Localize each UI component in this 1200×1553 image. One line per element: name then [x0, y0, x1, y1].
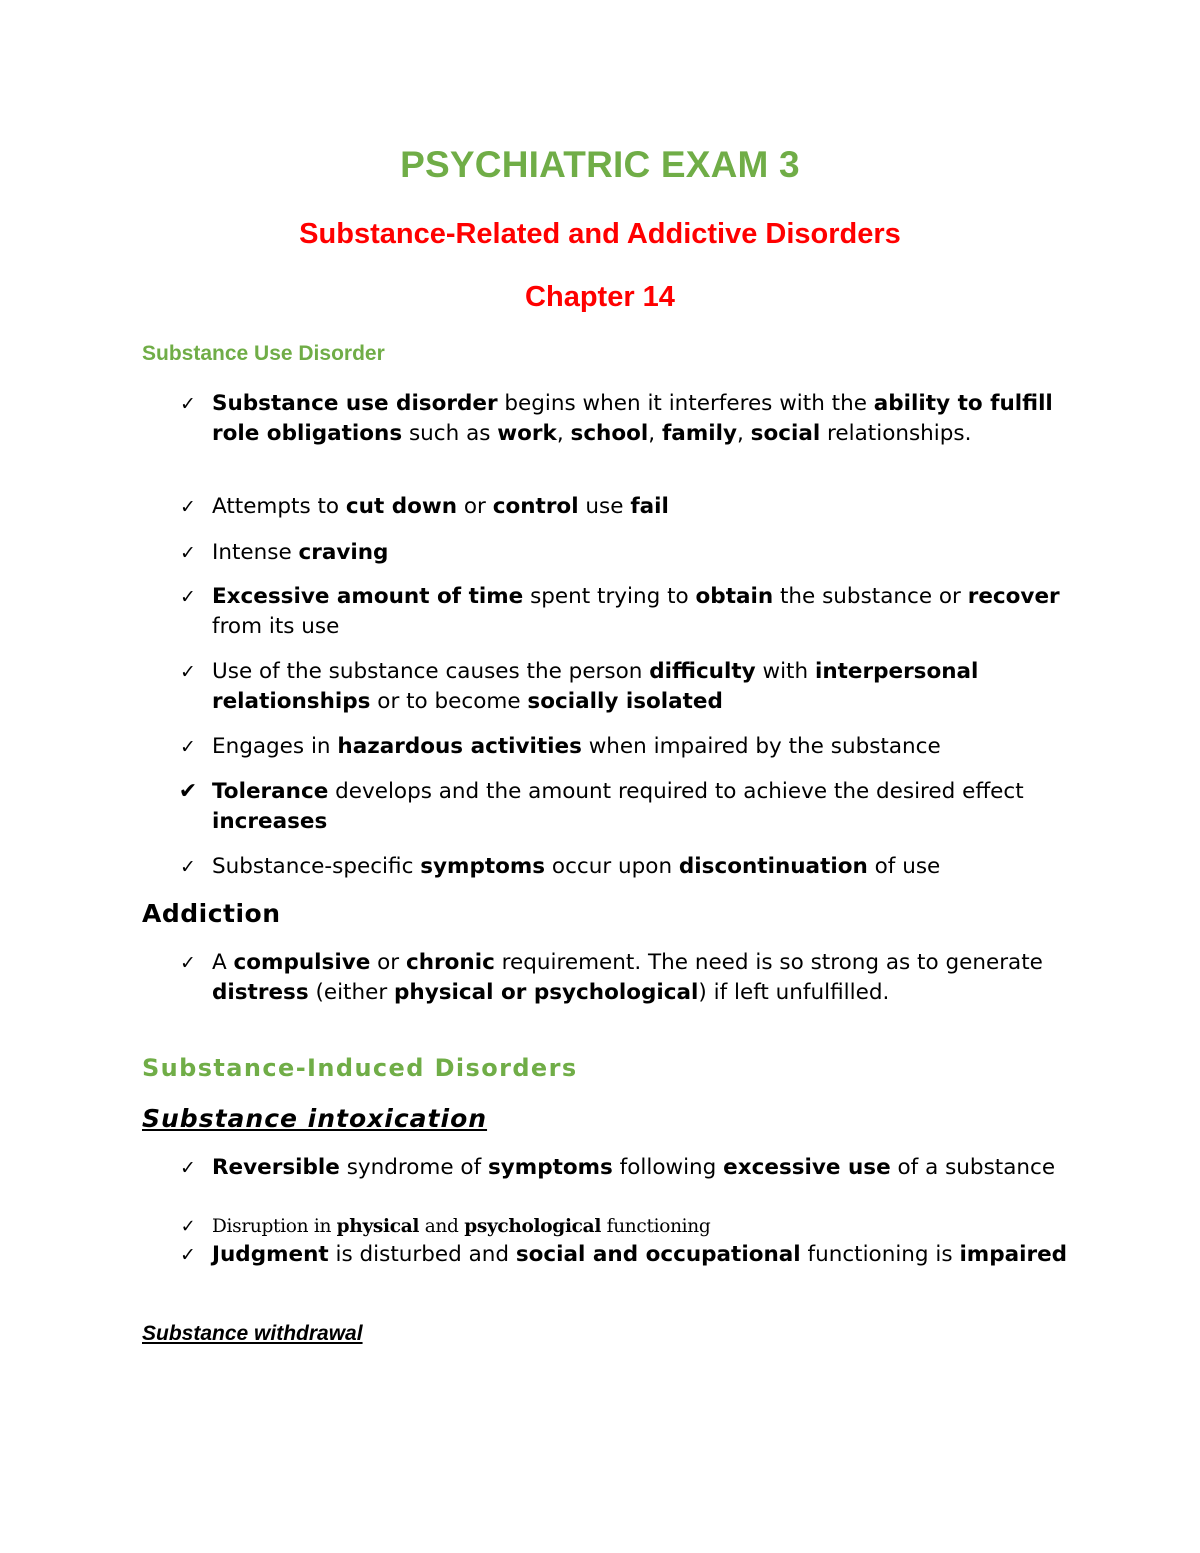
- bold-text: excessive use: [723, 1155, 891, 1180]
- text-run: of use: [867, 854, 941, 879]
- list-item: [180, 389, 1072, 449]
- text-run: functioning is: [800, 1242, 960, 1267]
- check-mark-icon: ✓: [180, 496, 196, 518]
- list-item: [180, 657, 1072, 717]
- text-run: when impaired by the substance: [581, 734, 941, 759]
- document-title: PSYCHIATRIC EXAM 3: [400, 144, 800, 185]
- list-item: [180, 538, 1072, 568]
- text-run: develops and the amount required to achieve the desired effect: [328, 779, 1024, 804]
- bold-text: physical: [336, 1216, 420, 1237]
- heavy-check-mark-icon: ✔: [178, 779, 198, 804]
- bold-text: social and occupational: [515, 1242, 801, 1267]
- text-run: of a substance: [890, 1155, 1056, 1180]
- list-item: [180, 1240, 1072, 1270]
- text-run: Substance-specific: [212, 854, 421, 879]
- section-heading-substance-use-disorder: Substance Use Disorder: [142, 342, 385, 365]
- text-run: or: [457, 494, 493, 519]
- check-mark-icon: ✓: [180, 1216, 196, 1237]
- text-run: or to become: [370, 689, 528, 714]
- list-item: [180, 852, 1072, 882]
- text-run: relationships.: [820, 421, 972, 446]
- list-item: [180, 582, 1072, 642]
- list-item: [180, 1214, 1072, 1240]
- check-mark-icon: ✓: [180, 736, 196, 758]
- check-mark-icon: ✓: [180, 661, 196, 683]
- text-run: Engages in: [212, 734, 338, 759]
- chapter-heading: Chapter 14: [525, 281, 675, 313]
- bold-text: work: [497, 421, 557, 446]
- text-run: ,: [648, 421, 662, 446]
- text-run: (either: [308, 980, 395, 1005]
- check-mark-icon: ✓: [180, 1244, 196, 1266]
- bold-text: physical or psychological: [394, 980, 699, 1005]
- text-run: and: [419, 1216, 465, 1237]
- bold-text: social: [750, 421, 821, 446]
- text-run: with: [755, 659, 815, 684]
- text-run: ,: [556, 421, 571, 446]
- text-run: Intense: [212, 540, 299, 565]
- bold-text: symptoms: [420, 854, 546, 879]
- bold-text: craving: [298, 540, 389, 565]
- list-item: [180, 492, 1072, 522]
- text-run: use: [578, 494, 631, 519]
- bold-text: cut down: [345, 494, 458, 519]
- bold-text: school: [570, 421, 649, 446]
- text-run: occur upon: [545, 854, 679, 879]
- bold-text: psychological: [464, 1216, 602, 1237]
- bold-text: Excessive amount of time: [212, 584, 524, 609]
- bold-text: Reversible: [212, 1155, 340, 1180]
- text-run: Attempts to: [212, 494, 346, 519]
- list-item: [180, 948, 1072, 1008]
- text-run: Disruption in: [212, 1216, 337, 1237]
- bold-text: recover: [967, 584, 1060, 609]
- check-mark-icon: ✓: [180, 542, 196, 564]
- section-heading-substance-intoxication: Substance intoxication: [142, 1104, 488, 1133]
- section-heading-substance-withdrawal: Substance withdrawal: [142, 1322, 363, 1345]
- text-run: the substance or: [773, 584, 968, 609]
- bold-text: compulsive: [233, 950, 371, 975]
- bold-text: difficulty: [649, 659, 756, 684]
- check-mark-icon: ✓: [180, 1157, 196, 1179]
- text-run: or: [370, 950, 406, 975]
- check-mark-icon: ✓: [180, 586, 196, 608]
- bold-text: socially isolated: [527, 689, 723, 714]
- bold-text: hazardous activities: [337, 734, 582, 759]
- check-mark-icon: ✓: [180, 856, 196, 878]
- bold-text: discontinuation: [678, 854, 868, 879]
- text-run: syndrome of: [339, 1155, 488, 1180]
- check-mark-icon: ✓: [180, 952, 196, 974]
- bold-text: symptoms: [487, 1155, 613, 1180]
- bold-text: increases: [212, 809, 328, 834]
- bold-text: distress: [212, 980, 309, 1005]
- list-item: [180, 732, 1072, 762]
- text-run: spent trying to: [523, 584, 696, 609]
- text-run: begins when it interferes with the: [497, 391, 874, 416]
- document-subtitle: Substance-Related and Addictive Disorders: [299, 218, 901, 250]
- bold-text: control: [492, 494, 579, 519]
- bold-text: Tolerance: [212, 779, 329, 804]
- text-run: ) if left unfulfilled.: [698, 980, 890, 1005]
- text-run: functioning: [601, 1216, 711, 1237]
- text-run: Use of the substance causes the person: [212, 659, 650, 684]
- bold-text: chronic: [405, 950, 495, 975]
- text-run: from its use: [212, 614, 340, 639]
- text-run: ,: [736, 421, 751, 446]
- list-item: [178, 777, 1072, 837]
- text-run: such as: [402, 421, 498, 446]
- bold-text: impaired: [959, 1242, 1068, 1267]
- list-item: [180, 1153, 1072, 1183]
- section-heading-addiction: Addiction: [142, 899, 281, 928]
- bold-text: Judgment: [212, 1242, 329, 1267]
- bold-text: Substance use disorder: [212, 391, 498, 416]
- bold-text: obtain: [695, 584, 774, 609]
- text-run: A: [212, 950, 234, 975]
- check-mark-icon: ✓: [180, 393, 196, 415]
- text-run: is disturbed and: [328, 1242, 516, 1267]
- section-heading-substance-induced-disorders: Substance-Induced Disorders: [142, 1054, 578, 1082]
- bold-text: family: [661, 421, 737, 446]
- bold-text: ability to fulfill role obligations: [212, 391, 1053, 446]
- text-run: requirement. The need is so strong as to generate: [494, 950, 1043, 975]
- text-run: following: [612, 1155, 724, 1180]
- bold-text: interpersonal relationships: [212, 659, 979, 714]
- bold-text: fail: [630, 494, 669, 519]
